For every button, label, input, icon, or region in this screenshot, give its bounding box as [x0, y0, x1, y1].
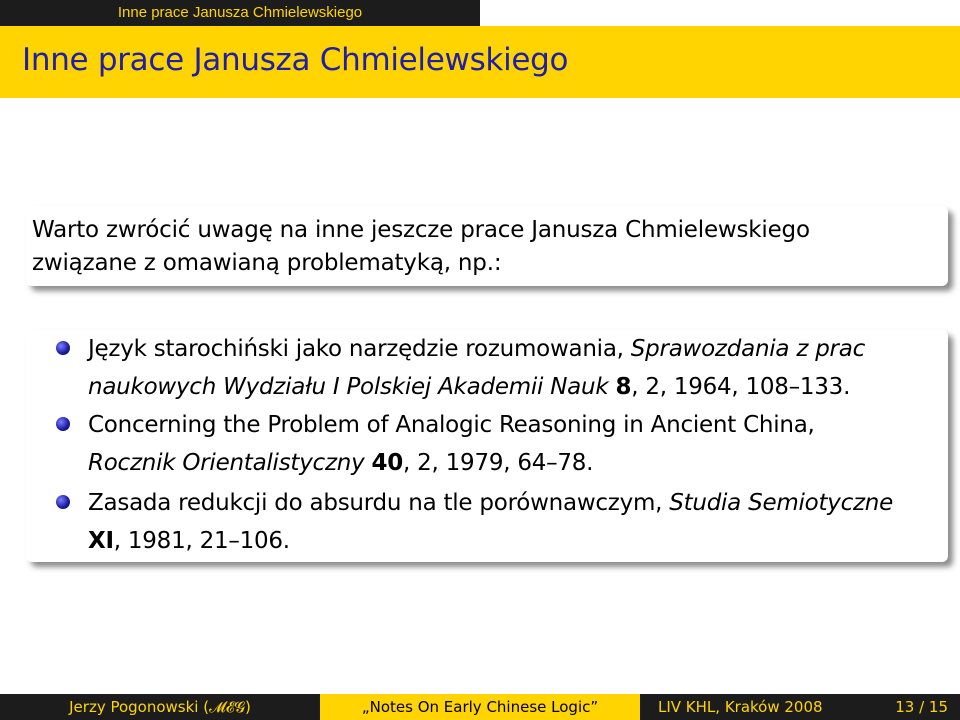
- item-journal-cont: naukowych Wydziału I Polskiej Akademii Nauk: [88, 374, 609, 400]
- footer-bar: [0, 694, 960, 720]
- slide-title: Inne prace Janusza Chmielewskiego: [22, 42, 569, 78]
- item-journal: Rocznik Orientalistyczny: [88, 450, 365, 476]
- nav-section-tab[interactable]: Inne prace Janusza Chmielewskiego: [0, 0, 480, 26]
- bullet-icon: [56, 341, 70, 355]
- item-title: Język starochiński jako narzędzie rozumowania,: [88, 336, 631, 362]
- section-navigation: [0, 0, 960, 26]
- item-journal: Sprawozdania z prac: [630, 336, 865, 362]
- intro-line-1: Warto zwrócić uwagę na inne jeszcze prace Janusza Chmielewskiego: [32, 217, 810, 243]
- title-bar: [0, 26, 960, 98]
- item-volume: 40: [371, 450, 404, 476]
- item-details: , 1981, 21–106.: [113, 528, 290, 554]
- item-details: , 2, 1964, 108–133.: [631, 374, 851, 400]
- page-number: 13 / 15: [895, 698, 948, 716]
- intro-line-2: związane z omawianą problematyką, np.:: [32, 250, 502, 276]
- bullet-icon: [56, 417, 70, 431]
- item-details: , 2, 1979, 64–78.: [403, 450, 594, 476]
- item-volume: 8: [615, 374, 632, 400]
- footer-place: LIV KHL, Kraków 2008: [658, 698, 823, 716]
- item-title: Concerning the Problem of Analogic Reasoning in Ancient China,: [88, 412, 815, 438]
- item-journal: Studia Semiotyczne: [669, 490, 894, 516]
- footer-info: [640, 694, 960, 720]
- intro-block: [26, 206, 948, 286]
- footer-author: Jerzy Pogonowski (𝓜𝓔𝓖): [0, 694, 320, 720]
- publication-list: [26, 330, 948, 562]
- item-volume: XI: [88, 528, 114, 554]
- bullet-icon: [56, 495, 70, 509]
- item-title: Zasada redukcji do absurdu na tle porównawczym,: [88, 490, 670, 516]
- footer-talk-title: „Notes On Early Chinese Logic”: [320, 694, 640, 720]
